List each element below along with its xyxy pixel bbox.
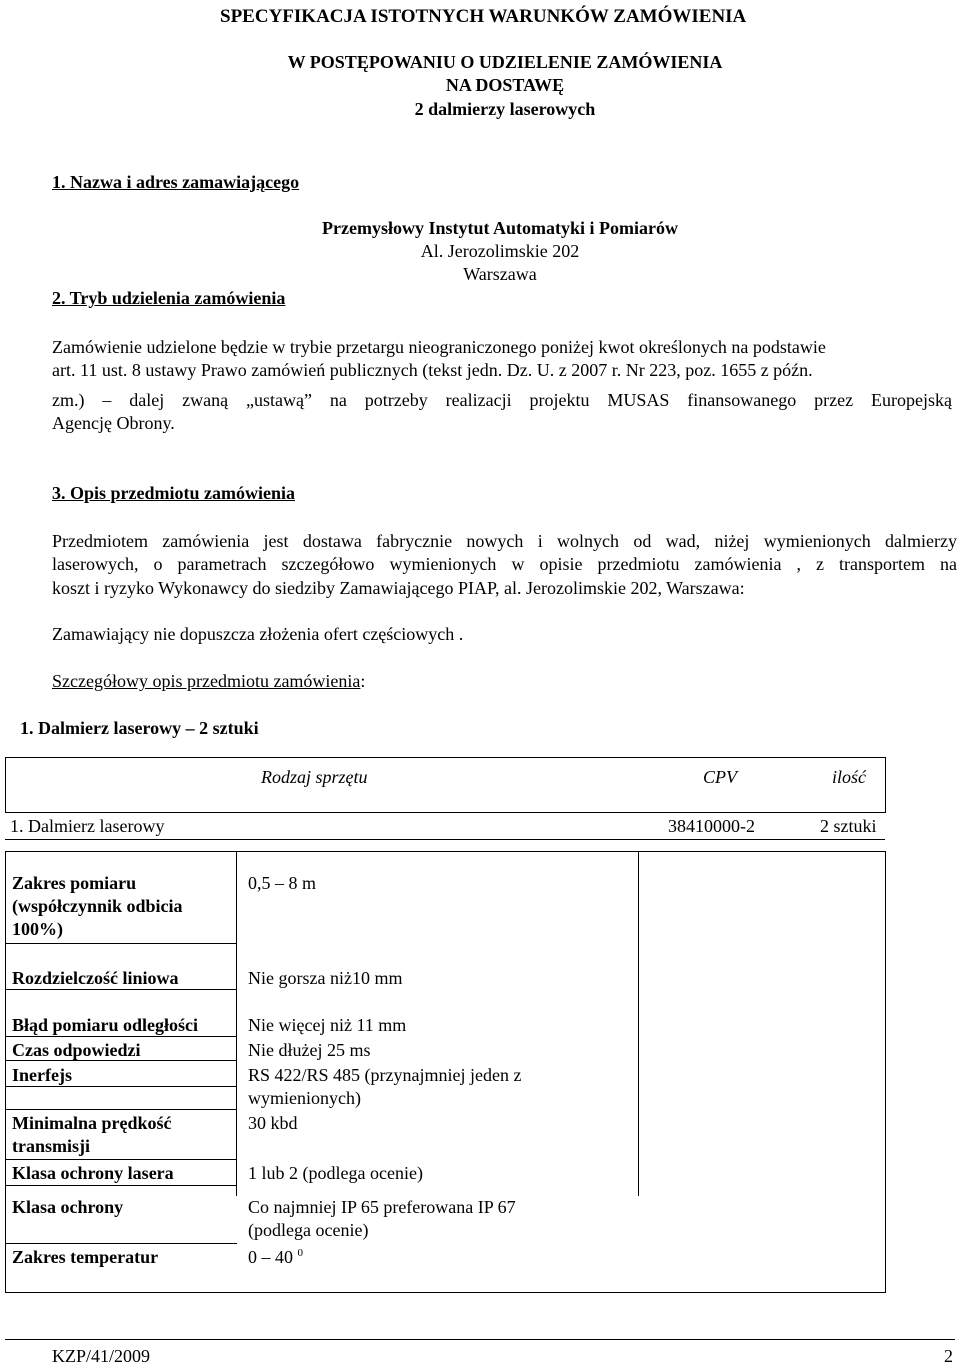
spec-value-min-transmission-speed: 30 kbd <box>248 1113 298 1133</box>
detailed-description-heading: Szczegółowy opis przedmiotu zamówienia: <box>52 671 366 691</box>
spec-value-temperature-range: 0 – 40 $^0$ <box>248 1247 303 1267</box>
spec-label-measurement-range: Zakres pomiaru (współczynnik odbicia 100%) <box>12 873 183 939</box>
partial-offers-note: Zamawiający nie dopuszcza złożenia ofert częściowych . <box>52 624 464 644</box>
title-line-3: NA DOSTAWĘ <box>445 75 565 95</box>
spec-value-measurement-range: 0,5 – 8 m <box>248 873 317 893</box>
table-row-cpv: 38410000-2 <box>668 816 755 836</box>
section-3-heading: 3. Opis przedmiotu zamówienia <box>52 483 295 503</box>
subject-text-line-1: Przedmiotem zamówienia jest dostawa fabrycznie nowych i wolnych od wad, niżej wymienionych dalmierzy <box>52 531 957 551</box>
table-row-quantity: 2 sztuki <box>820 816 877 836</box>
table-row-name: 1. Dalmierz laserowy <box>10 816 165 836</box>
document-title: SPECYFIKACJA ISTOTNYCH WARUNKÓW ZAMÓWIENIA <box>220 6 747 27</box>
footer-reference: KZP/41/2009 <box>52 1346 151 1366</box>
spec-label-distance-error: Błąd pomiaru odległości <box>12 1015 199 1035</box>
title-line-4: 2 dalmierzy laserowych <box>414 99 596 119</box>
spec-value-distance-error: Nie więcej niż 11 mm <box>248 1015 407 1035</box>
item-1-heading: 1. Dalmierz laserowy – 2 sztuki <box>20 718 259 738</box>
spec-label-temperature-range: Zakres temperatur <box>12 1247 159 1267</box>
footer-rule <box>5 1339 955 1340</box>
contracting-authority-name: Przemysłowy Instytut Automatyki i Pomiarów <box>322 218 678 238</box>
table-header-cpv: CPV <box>703 767 737 787</box>
spec-label-protection-class: Klasa ochrony <box>12 1197 124 1217</box>
table-header-type: Rodzaj sprzętu <box>261 767 368 787</box>
procedure-text-line-4: Agencję Obrony. <box>52 413 175 433</box>
table-header-quantity: ilość <box>832 767 866 787</box>
spec-label-linear-resolution: Rozdzielczość liniowa <box>12 968 179 988</box>
procedure-text-line-2: art. 11 ust. 8 ustawy Prawo zamówień publicznych (tekst jedn. Dz. U. z 2007 r. Nr 223, poz. 1655 z późn. <box>52 360 813 380</box>
subject-text-line-3: koszt i ryzyko Wykonawcy do siedziby Zamawiającego PIAP, al. Jerozolimskie 202, Warszawa: <box>52 578 745 598</box>
procedure-text-line-3: zm.) – dalej zwaną „ustawą” na potrzeby realizacji projektu MUSAS finansowanego przez Europejską <box>52 390 952 410</box>
spec-value-linear-resolution: Nie gorsza niż10 mm <box>248 968 403 988</box>
section-2-heading: 2. Tryb udzielenia zamówienia <box>52 288 286 308</box>
spec-label-response-time: Czas odpowiedzi <box>12 1040 141 1060</box>
title-line-2: W POSTĘPOWANIU O UDZIELENIE ZAMÓWIENIA <box>287 52 723 72</box>
spec-label-laser-class: Klasa ochrony lasera <box>12 1163 174 1183</box>
procedure-text-line-1: Zamówienie udzielone będzie w trybie przetargu nieograniczonego poniżej kwot określonych na podstawie <box>52 337 826 357</box>
spec-label-interface: Inerfejs <box>12 1065 72 1085</box>
subject-text-line-2: laserowych, o parametrach szczegółowo wymienionych w opisie przedmiotu zamówienia , z transportem na <box>52 554 957 574</box>
section-1-heading: 1. Nazwa i adres zamawiającego <box>52 172 300 192</box>
degree-superscript: 0 <box>297 1247 303 1259</box>
spec-value-protection-class: Co najmniej IP 65 preferowana IP 67 (podlega ocenie) <box>248 1197 516 1240</box>
spec-value-laser-class: 1 lub 2 (podlega ocenie) <box>248 1163 423 1183</box>
spec-value-response-time: Nie dłużej 25 ms <box>248 1040 371 1060</box>
contracting-authority-street: Al. Jerozolimskie 202 <box>420 241 580 261</box>
spec-label-min-transmission-speed: Minimalna prędkość transmisji <box>12 1113 172 1156</box>
spec-value-interface: RS 422/RS 485 (przynajmniej jeden z wymienionych) <box>248 1065 522 1108</box>
page-number: 2 <box>944 1346 953 1366</box>
contracting-authority-city: Warszawa <box>463 264 537 284</box>
